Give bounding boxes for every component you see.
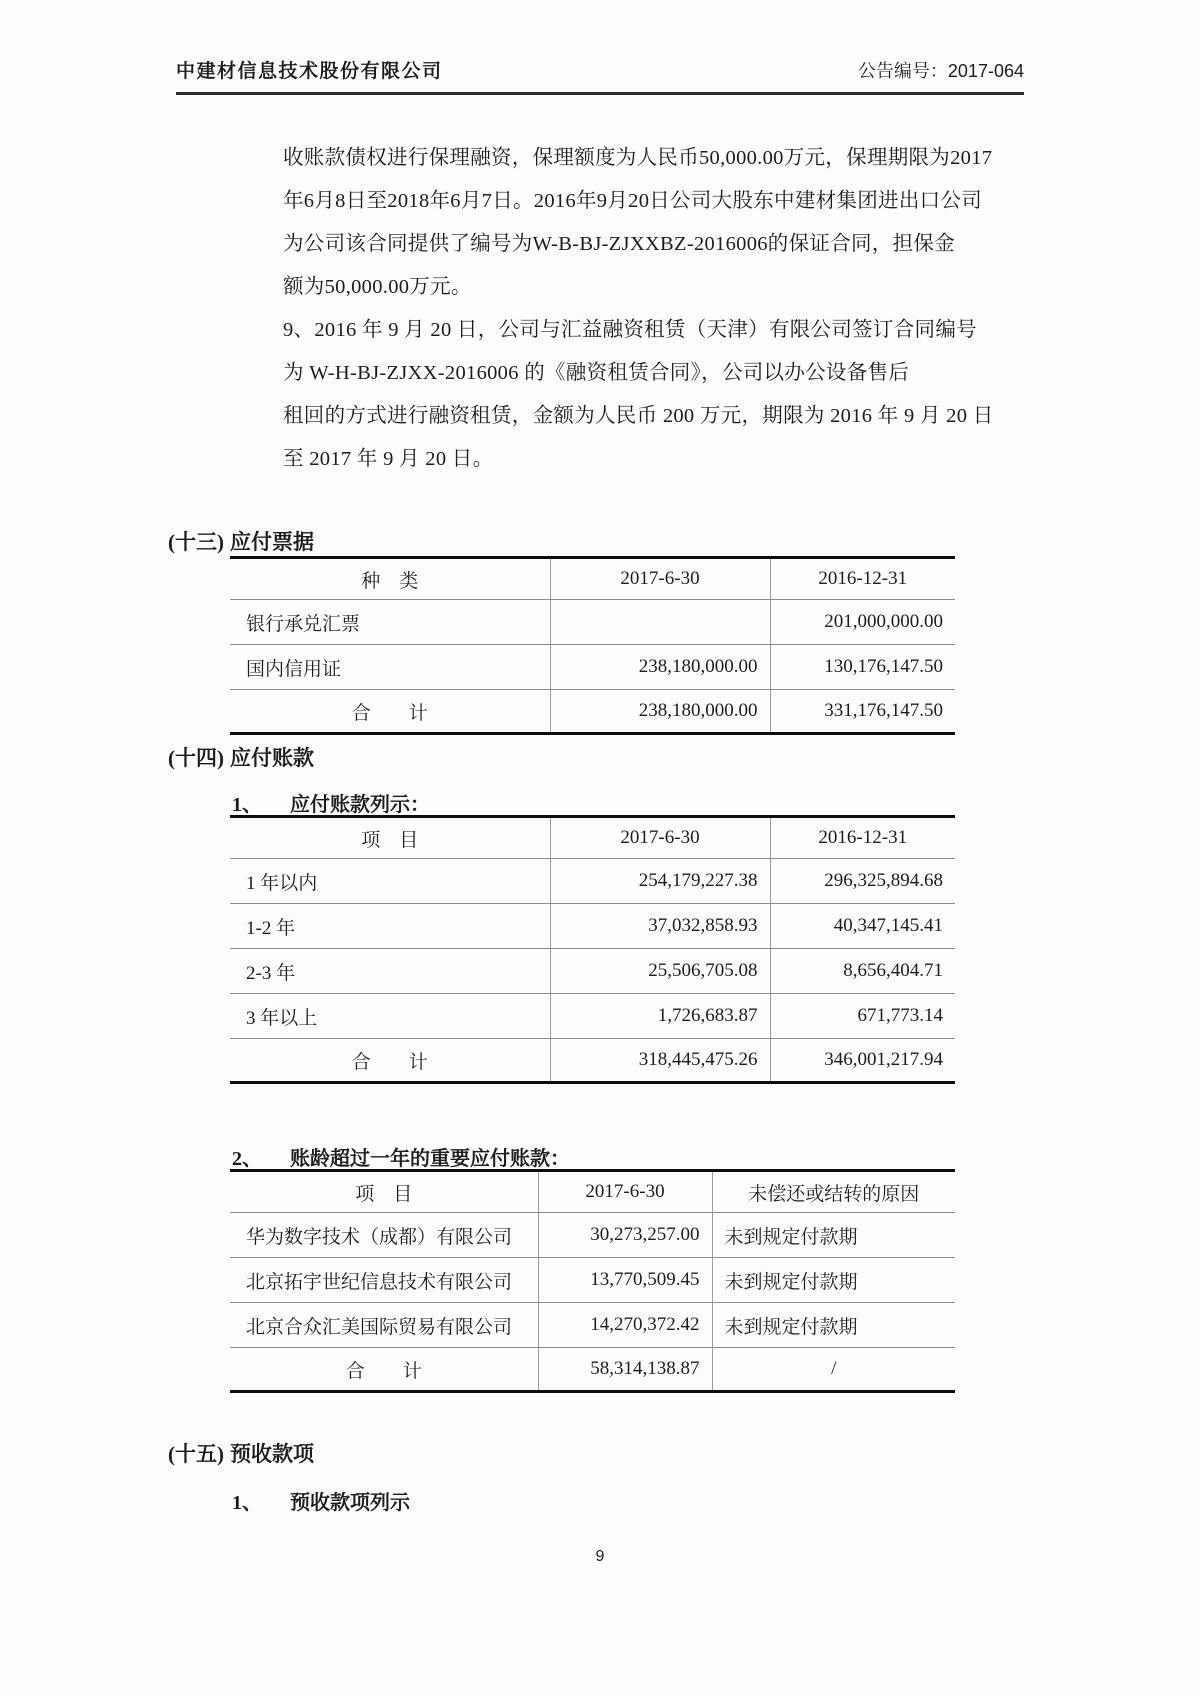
subsection-number: 1、 [232, 1492, 262, 1514]
section-number: (十三) [168, 530, 224, 554]
row-label: 国内信用证 [230, 645, 550, 690]
body-paragraphs [283, 137, 994, 481]
table-total-row [230, 1039, 955, 1083]
paragraph-line: 租回的方式进行融资租赁，金额为人民币 200 万元，期限为 2016 年 9 月 20 日 [283, 405, 994, 427]
subsection-1-heading [232, 788, 968, 815]
header-cell: 种 类 [230, 558, 550, 600]
total-value: 238,180,000.00 [550, 690, 770, 734]
total-label: 合 计 [351, 1051, 428, 1073]
value-cell: 254,179,227.38 [550, 859, 770, 904]
section-advances-received [168, 1438, 968, 1513]
table-row [230, 994, 955, 1039]
row-label: 3 年以上 [230, 994, 550, 1039]
section-accounts-payable [168, 742, 968, 1393]
row-label: 2-3 年 [230, 949, 550, 994]
section-14-heading [168, 742, 968, 772]
subsection-1-heading [232, 1486, 968, 1513]
header-cell: 项 目 [230, 1171, 538, 1213]
value-cell: 201,000,000.00 [770, 600, 955, 645]
reason-cell: 未到规定付款期 [712, 1258, 955, 1303]
paragraph-line: 至 2017 年 9 月 20 日。 [283, 448, 494, 470]
value-cell: 25,506,705.08 [550, 949, 770, 994]
row-label: 华为数字技术（成都）有限公司 [230, 1213, 538, 1258]
value-cell: 14,270,372.42 [538, 1303, 712, 1348]
table-row [230, 1303, 955, 1348]
section-13-heading [168, 526, 968, 556]
header-cell: 2017-6-30 [550, 558, 770, 600]
subsection-number: 2、 [232, 1148, 262, 1170]
header-cell: 2016-12-31 [770, 817, 955, 859]
total-value: 318,445,475.26 [550, 1039, 770, 1083]
paragraph-line: 收账款债权进行保理融资，保理额度为人民币50,000.00万元，保理期限为2017 [283, 147, 993, 169]
table-header-row [230, 1171, 955, 1213]
subsection-number: 1、 [232, 794, 262, 816]
table-row [230, 1258, 955, 1303]
total-value: 58,314,138.87 [538, 1348, 712, 1392]
table-row [230, 1213, 955, 1258]
section-title: 预收款项 [230, 1442, 314, 1466]
value-cell: 8,656,404.71 [770, 949, 955, 994]
table-row [230, 949, 955, 994]
value-cell: 296,325,894.68 [770, 859, 955, 904]
total-value: / [712, 1348, 955, 1392]
page-header [176, 56, 1024, 95]
total-value: 331,176,147.50 [770, 690, 955, 734]
paragraph-line: 为公司该合同提供了编号为W-B-BJ-ZJXXBZ-2016006的保证合同，担保金 [283, 233, 956, 255]
total-label: 合 计 [345, 1360, 422, 1382]
subsection-title: 预收款项列示 [290, 1492, 410, 1514]
header-cell: 项 目 [230, 817, 550, 859]
value-cell: 1,726,683.87 [550, 994, 770, 1039]
row-label: 银行承兑汇票 [230, 600, 550, 645]
value-cell: 13,770,509.45 [538, 1258, 712, 1303]
row-label: 北京合众汇美国际贸易有限公司 [230, 1303, 538, 1348]
table-row [230, 600, 955, 645]
section-notes-payable [168, 526, 968, 735]
subsection-title: 账龄超过一年的重要应付账款： [290, 1148, 570, 1170]
table-row [230, 859, 955, 904]
total-label: 合 计 [351, 702, 428, 724]
row-label: 北京拓宇世纪信息技术有限公司 [230, 1258, 538, 1303]
value-cell: 37,032,858.93 [550, 904, 770, 949]
header-cell: 2017-6-30 [538, 1171, 712, 1213]
reason-cell: 未到规定付款期 [712, 1213, 955, 1258]
table-row [230, 645, 955, 690]
table-total-row [230, 690, 955, 734]
section-number: (十五) [168, 1442, 224, 1466]
table-total-row [230, 1348, 955, 1392]
reason-cell: 未到规定付款期 [712, 1303, 955, 1348]
paragraph-line: 年6月8日至2018年6月7日。2016年9月20日公司大股东中建材集团进出口公司 [283, 190, 983, 212]
value-cell: 671,773.14 [770, 994, 955, 1039]
header-cell: 2017-6-30 [550, 817, 770, 859]
header-cell: 未偿还或结转的原因 [712, 1171, 955, 1213]
accounts-payable-aging-table [230, 815, 955, 1084]
section-15-heading [168, 1438, 968, 1468]
subsection-title: 应付账款列示： [290, 794, 430, 816]
row-label: 1 年以内 [230, 859, 550, 904]
header-cell: 2016-12-31 [770, 558, 955, 600]
company-name: 中建材信息技术股份有限公司 [176, 61, 443, 82]
section-title: 应付票据 [230, 530, 314, 554]
overdue-accounts-payable-table [230, 1169, 955, 1393]
subsection-2-heading [232, 1142, 968, 1169]
table-header-row [230, 817, 955, 859]
paragraph-line: 为 W-H-BJ-ZJXX-2016006 的《融资租赁合同》，公司以办公设备售后 [283, 362, 910, 384]
announcement-number: 公告编号：2017-064 [857, 61, 1024, 81]
value-cell: 238,180,000.00 [550, 645, 770, 690]
paragraph-line: 9、2016 年 9 月 20 日，公司与汇益融资租赁（天津）有限公司签订合同编号 [283, 319, 977, 341]
value-cell: 40,347,145.41 [770, 904, 955, 949]
page-number: 9 [595, 1548, 605, 1565]
table-header-row [230, 558, 955, 600]
row-label: 1-2 年 [230, 904, 550, 949]
section-title: 应付账款 [230, 746, 314, 770]
section-number: (十四) [168, 746, 224, 770]
value-cell: 130,176,147.50 [770, 645, 955, 690]
notes-payable-table [230, 556, 955, 735]
value-cell [550, 600, 770, 645]
paragraph-line: 额为50,000.00万元。 [283, 276, 472, 298]
table-row [230, 904, 955, 949]
total-value: 346,001,217.94 [770, 1039, 955, 1083]
value-cell: 30,273,257.00 [538, 1213, 712, 1258]
